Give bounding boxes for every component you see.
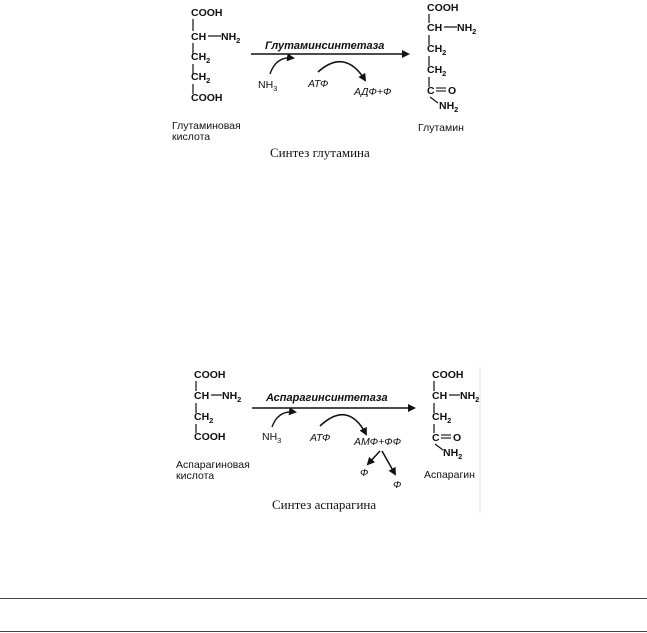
- amide-nh2: $NH_2$: [439, 100, 459, 114]
- glutamic-acid-structure: [191, 7, 240, 104]
- substrate-name: кислота: [172, 131, 211, 143]
- carbonyl-c: C: [432, 432, 440, 444]
- ch2-group: $CH_2$: [194, 411, 214, 425]
- amide-nh2: $NH_2$: [443, 447, 463, 461]
- nh2-group: $NH_2$: [457, 22, 477, 36]
- ch-group: CH: [194, 390, 210, 402]
- phosphate-label: Ф: [360, 467, 369, 479]
- ch2-group: $CH_2$: [191, 71, 211, 85]
- nh3-label: $NH_3$: [258, 79, 278, 93]
- cooh-top: COOH: [427, 2, 459, 14]
- adp-label: АДФ+Ф: [354, 86, 392, 98]
- ch2-group: $CH_2$: [427, 43, 447, 57]
- page-divider: [0, 598, 647, 599]
- ch2-group: $CH_2$: [191, 51, 211, 65]
- atp-label: АТФ: [310, 432, 331, 444]
- nh3-curve-arrow: [270, 58, 293, 74]
- asparagine-scheme: [176, 367, 480, 514]
- cooh-bottom: COOH: [194, 431, 226, 443]
- product-name: Аспарагин: [424, 469, 475, 481]
- enzyme-label: Глутаминсинтетаза: [265, 40, 385, 52]
- cooh-top: COOH: [191, 7, 223, 19]
- product-name: Глутамин: [418, 122, 464, 134]
- nh3-label: $NH_3$: [262, 431, 282, 445]
- ch-group: CH: [432, 390, 448, 402]
- substrate-name: Аспарагиновая: [176, 459, 250, 471]
- figure-caption: Синтез глутамина: [270, 145, 370, 160]
- page-divider: [0, 631, 647, 632]
- cooh-bottom: COOH: [191, 92, 223, 104]
- phosphate-split-arrow: [382, 451, 395, 474]
- nh2-group: $NH_2$: [221, 31, 241, 45]
- cooh-top: COOH: [194, 369, 226, 381]
- cooh-top: COOH: [432, 369, 464, 381]
- ch-group: CH: [191, 31, 207, 43]
- carbonyl-c: C: [427, 85, 435, 97]
- glutamine-scheme: [172, 2, 476, 160]
- figure-caption: Синтез аспарагина: [272, 497, 377, 512]
- nh2-group: $NH_2$: [460, 390, 480, 404]
- carbonyl-o: O: [448, 85, 457, 97]
- glutamine-structure: [427, 2, 476, 114]
- phosphate-label: Ф: [393, 479, 402, 491]
- substrate-name: Глутаминовая: [172, 120, 241, 132]
- enzyme-label: Аспарагинсинтетаза: [266, 392, 388, 404]
- ch2-group: $CH_2$: [432, 411, 452, 425]
- nh2-group: $NH_2$: [222, 390, 242, 404]
- carbonyl-o: O: [453, 432, 462, 444]
- ch-group: CH: [427, 22, 443, 34]
- aspartic-acid-structure: [194, 369, 241, 443]
- phosphate-split-arrow: [368, 451, 380, 464]
- atp-label: АТФ: [308, 78, 329, 90]
- nh3-curve-arrow: [272, 412, 295, 427]
- substrate-name: кислота: [176, 470, 215, 482]
- ch2-group: $CH_2$: [427, 64, 447, 78]
- amp-label: АМФ+ФФ: [354, 436, 402, 448]
- asparagine-structure: [432, 369, 479, 461]
